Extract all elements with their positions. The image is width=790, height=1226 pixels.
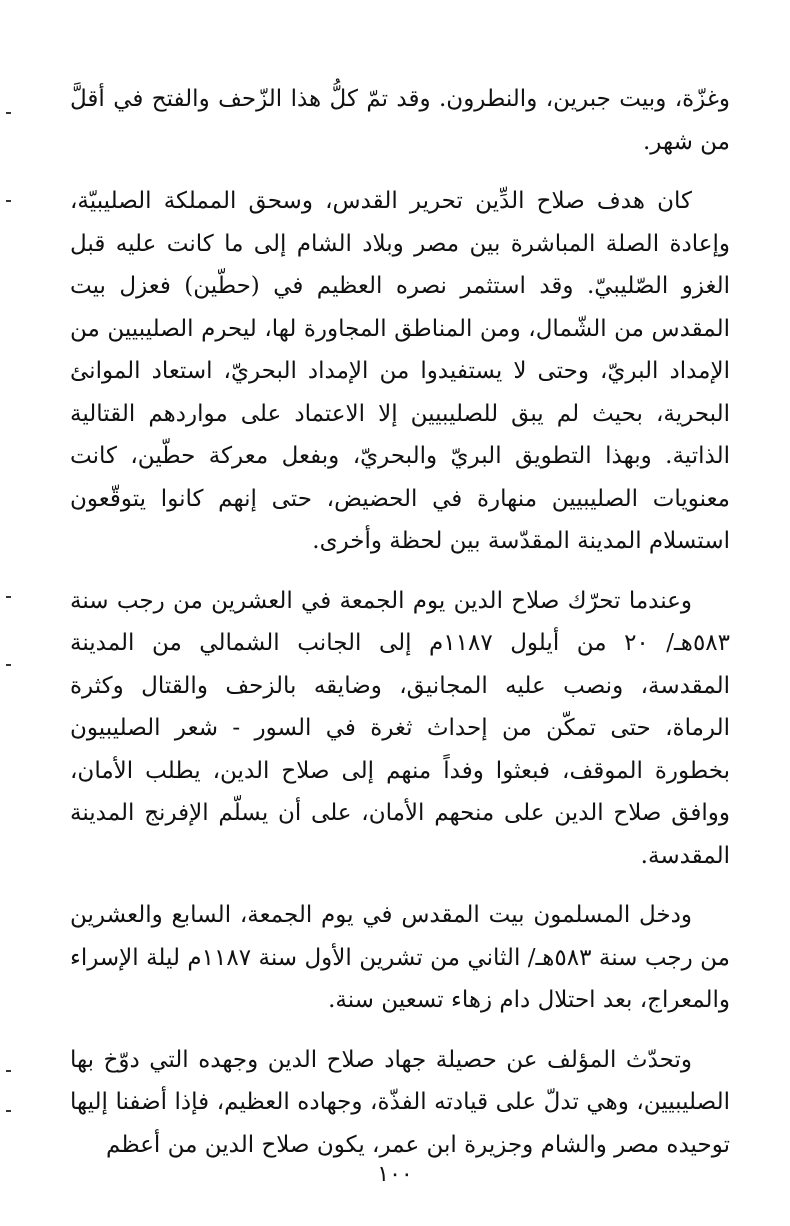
paragraph-2: كان هدف صلاح الدِّين تحرير القدس، وسحق المملكة الصليبيّة، وإعادة الصلة المباشرة بين مصر وبلاد الشام إلى ما كانت عليه قبل الغزو الصّليبيّ. وقد استثمر نصره العظيم في (حطّين) فعزل بيت المقدس من الشّمال، ومن المناطق المجاورة لها، ليحرم الصليبيين من الإمداد البريّ، وحتى لا يستفيدوا من الإمداد البحريّ، استعاد الموانئ البحرية، بحيث لم يبق للصليبيين إلا الاعتماد على مواردهم القتالية الذاتية. وبهذا التطويق البريّ والبحريّ، وبفعل معركة حطّين، كانت معنويات الصليبيين منهارة في الحضيض، حتى إنهم كانوا يتوقّعون استسلام المدينة المقدّسة بين لحظة وأخرى. <box>70 188 730 554</box>
paragraph-4: ودخل المسلمون بيت المقدس في يوم الجمعة، السابع والعشرين من رجب سنة ٥٨٣هـ/ الثاني من تشرين الأول سنة ١١٨٧م ليلة الإسراء والمعراج، بعد احتلال دام زهاء تسعين سنة. <box>70 902 730 1013</box>
paragraph-1: وغزّة، وبيت جبرين، والنطرون. وقد تمّ كلُّ هذا الزّحف والفتح في أقلَّ من شهر. <box>70 86 730 155</box>
margin-tick <box>6 596 11 598</box>
margin-tick <box>6 1070 11 1072</box>
margin-tick <box>6 112 11 114</box>
margin-tick <box>6 200 11 202</box>
margin-tick <box>6 1110 11 1112</box>
paragraph-3: وعندما تحرّك صلاح الدين يوم الجمعة في العشرين من رجب سنة ٥٨٣هـ/ ٢٠ من أيلول ١١٨٧م إلى الجانب الشمالي من المدينة المقدسة، ونصب عليه المجانيق، وضايقه بالزحف والقتال وكثرة الرماة، حتى تمكّن من إحداث ثغرة في السور - شعر الصليبيون بخطورة الموقف، فبعثوا وفداً منهم إلى صلاح الدين، يطلب الأمان، ووافق صلاح الدين على منحهم الأمان، على أن يسلّم الإفرنج المدينة المقدسة. <box>70 587 730 869</box>
page-number: ١٠٠ <box>377 1162 413 1187</box>
margin-tick <box>6 664 11 666</box>
paragraph-5: وتحدّث المؤلف عن حصيلة جهاد صلاح الدين وجهده التي دوّخ بها الصليبيين، وهي تدلّ على قيادته الفذّة، وجهاده العظيم، فإذا أضفنا إليها توحيده مصر والشام وجزيرة ابن عمر، يكون صلاح الدين من أعظم <box>70 1046 730 1158</box>
page-body <box>70 78 730 1166</box>
